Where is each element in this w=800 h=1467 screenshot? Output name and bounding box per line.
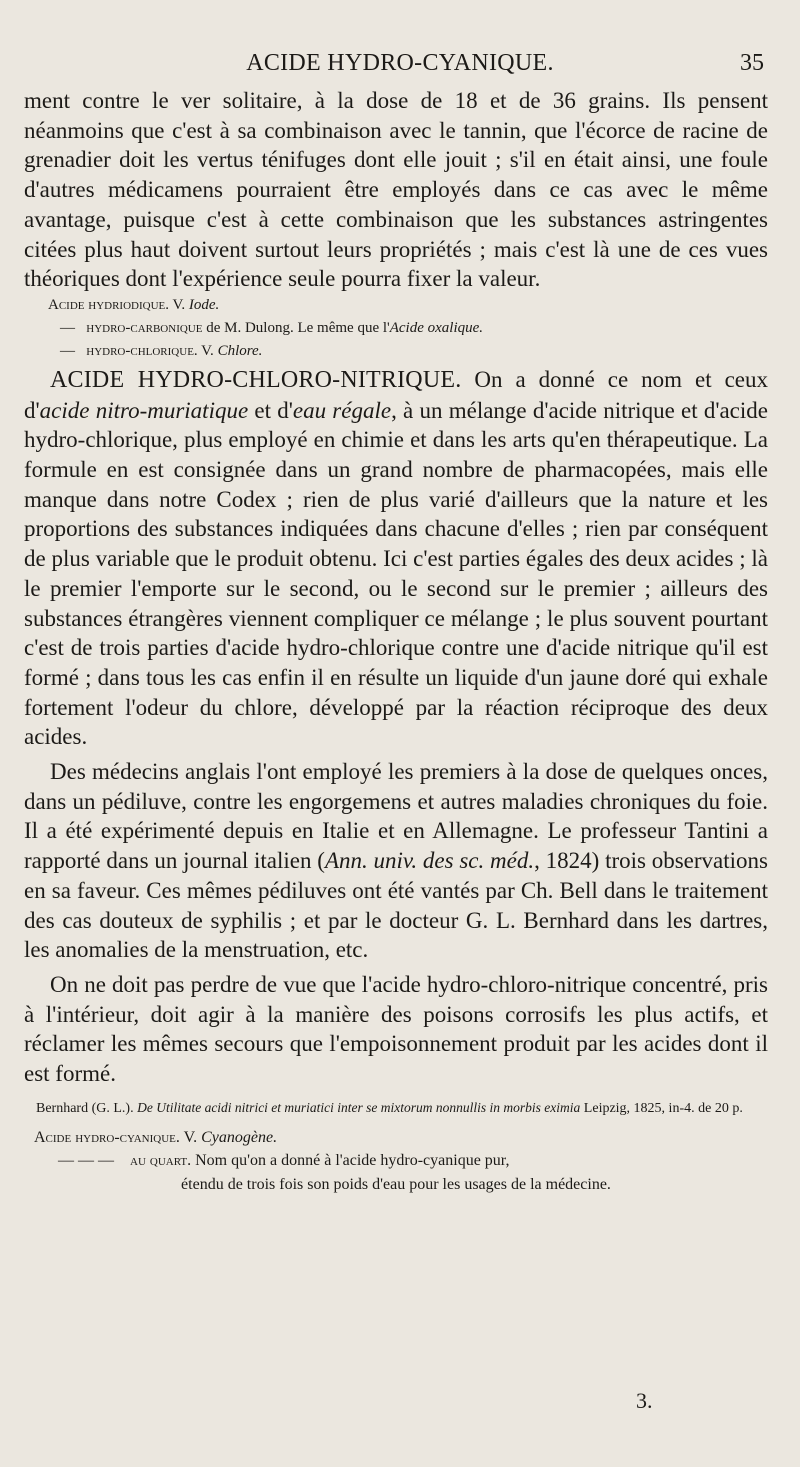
dashes: — — — <box>58 1151 114 1169</box>
see-ref: V. <box>172 296 186 313</box>
entry-text: Nom qu'on a donné à l'acide hydro-cyanique pur, <box>195 1151 510 1169</box>
cross-reference-hydro-cyanique <box>24 1126 768 1149</box>
bib-publication: Leipzig, 1825, in-4. de 20 p. <box>583 1100 743 1116</box>
spacer <box>24 1089 768 1097</box>
paragraph-warning: On ne doit pas perdre de vue que l'acide hydro-chloro-nitrique concentré, pris à l'intérieur, doit agir à la manière des poisons corrosifs les plus actifs, et réclamer les mêmes secours que l'empoisonnement produit par les acides dont il est formé. <box>24 971 768 1087</box>
entry-label: Acide hydriodique. <box>48 296 169 313</box>
cross-reference-hydro-chlorique <box>24 340 768 363</box>
dash: — <box>60 319 75 336</box>
entry-heading: ACIDE HYDRO-CHLORO-NITRIQUE. <box>50 366 462 393</box>
italic-term: acide nitro-muriatique <box>39 397 249 423</box>
entry-text: , à un mélange d'acide nitrique et d'acide hydro-chlorique, plus employé en chimie et dans les arts qu'en thérapeutique. La formule en est consignée dans un grand nombre de pharmacopées, mais elle manque dans notre Codex ; rien de plus varié d'ailleurs que la nature et les proportions des substances indiquées dans chacune d'elles ; rien par conséquent de plus variable que le produit obtenu. Ici c'est parties égales des deux acides ; là le premier l'emporte sur le second, ou le second sur le premier ; ailleurs des substances étrangères viennent compliquer ce mélange ; le plus souvent pourtant c'est de trois parties d'acide hydro-chlorique contre une d'acide nitrique qu'il est formé ; dans tous les cas enfin il en résulte un liquide d'un jaune doré qui exhale fortement l'odeur du chlore, développé par la réaction réciproque des deux acides. <box>24 397 768 750</box>
see-ref: V. <box>201 342 214 359</box>
bib-title: De Utilitate acidi nitrici et muriatici inter se mixtorum nonnullis in morbis eximia <box>137 1099 581 1115</box>
italic-citation: Ann. univ. des sc. méd. <box>324 848 535 874</box>
see-ref: V. <box>183 1128 198 1146</box>
ref-target: Iode. <box>188 296 220 313</box>
entry-text: de M. Dulong. Le même que l' <box>206 319 390 336</box>
cross-reference-hydro-carbonique <box>24 317 768 340</box>
signature-mark: 3. <box>636 1388 653 1413</box>
bibliography-entry <box>24 1097 768 1120</box>
italic-term: eau régale <box>292 397 392 423</box>
entry-label: hydro-chlorique. <box>86 342 198 359</box>
paragraph-text: Des médecins anglais l'ont employé les premiers à la dose de quelques onces, dans un pédiluve, contre les engorgemens et autres maladies chroniques du foie. Il a été expérimenté depuis en Italie et en Allemagne. Le professeur Tantini a rapporté dans un journal italien ( <box>24 759 768 874</box>
ref-target: Chlore. <box>217 342 263 359</box>
entry-text: On a donné ce nom et ceux d' <box>24 366 768 423</box>
bib-author: Bernhard (G. L.). <box>36 1100 134 1116</box>
paragraph-text: , 1824) trois observations en sa faveur. Ces mêmes pédiluves ont été vantés par Ch. Bell dans le traitement des cas douteux de syphilis ; et par le docteur G. L. Bernhard dans les dartres, les anomalies de la menstruation, etc. <box>24 848 768 963</box>
entry-label: hydro-carbonique <box>86 319 203 336</box>
ref-target: Acide oxalique. <box>389 319 484 336</box>
running-title: ACIDE HYDRO-CYANIQUE. <box>246 50 554 76</box>
page-body <box>24 86 768 1198</box>
ref-target: Cyanogène. <box>201 1128 278 1146</box>
entry-text: et d' <box>248 397 293 423</box>
entry-acide-hydro-chloro-nitrique <box>24 365 768 752</box>
entry-au-quart <box>24 1149 768 1172</box>
paragraph-continuation: ment contre le ver solitaire, à la dose de 18 et de 36 grains. Ils pensent néanmoins que c'est à sa combinaison avec le tannin, que l'écorce de racine de grenadier doit les vertus ténifuges dont elle jouit ; s'il en était ainsi, une foule d'autres médicamens pourraient être employés dans ce cas avec le même avantage, puisque c'est à cette combinaison que les substances astringentes citées plus haut doivent surtout leurs propriétés ; mais c'est là une de ces vues théoriques dont l'expérience seule pourra fixer la valeur. <box>24 88 768 292</box>
page-number: 35 <box>740 50 764 76</box>
entry-label: Acide hydro-cyanique. <box>34 1128 180 1146</box>
page-header <box>0 44 800 84</box>
dash: — <box>60 342 75 359</box>
cross-reference-hydriodique <box>24 294 768 317</box>
paragraph-usage <box>24 757 768 965</box>
entry-continuation: étendu de trois fois son poids d'eau pour les usages de la médecine. <box>181 1175 611 1193</box>
entry-label: au quart. <box>130 1151 192 1169</box>
